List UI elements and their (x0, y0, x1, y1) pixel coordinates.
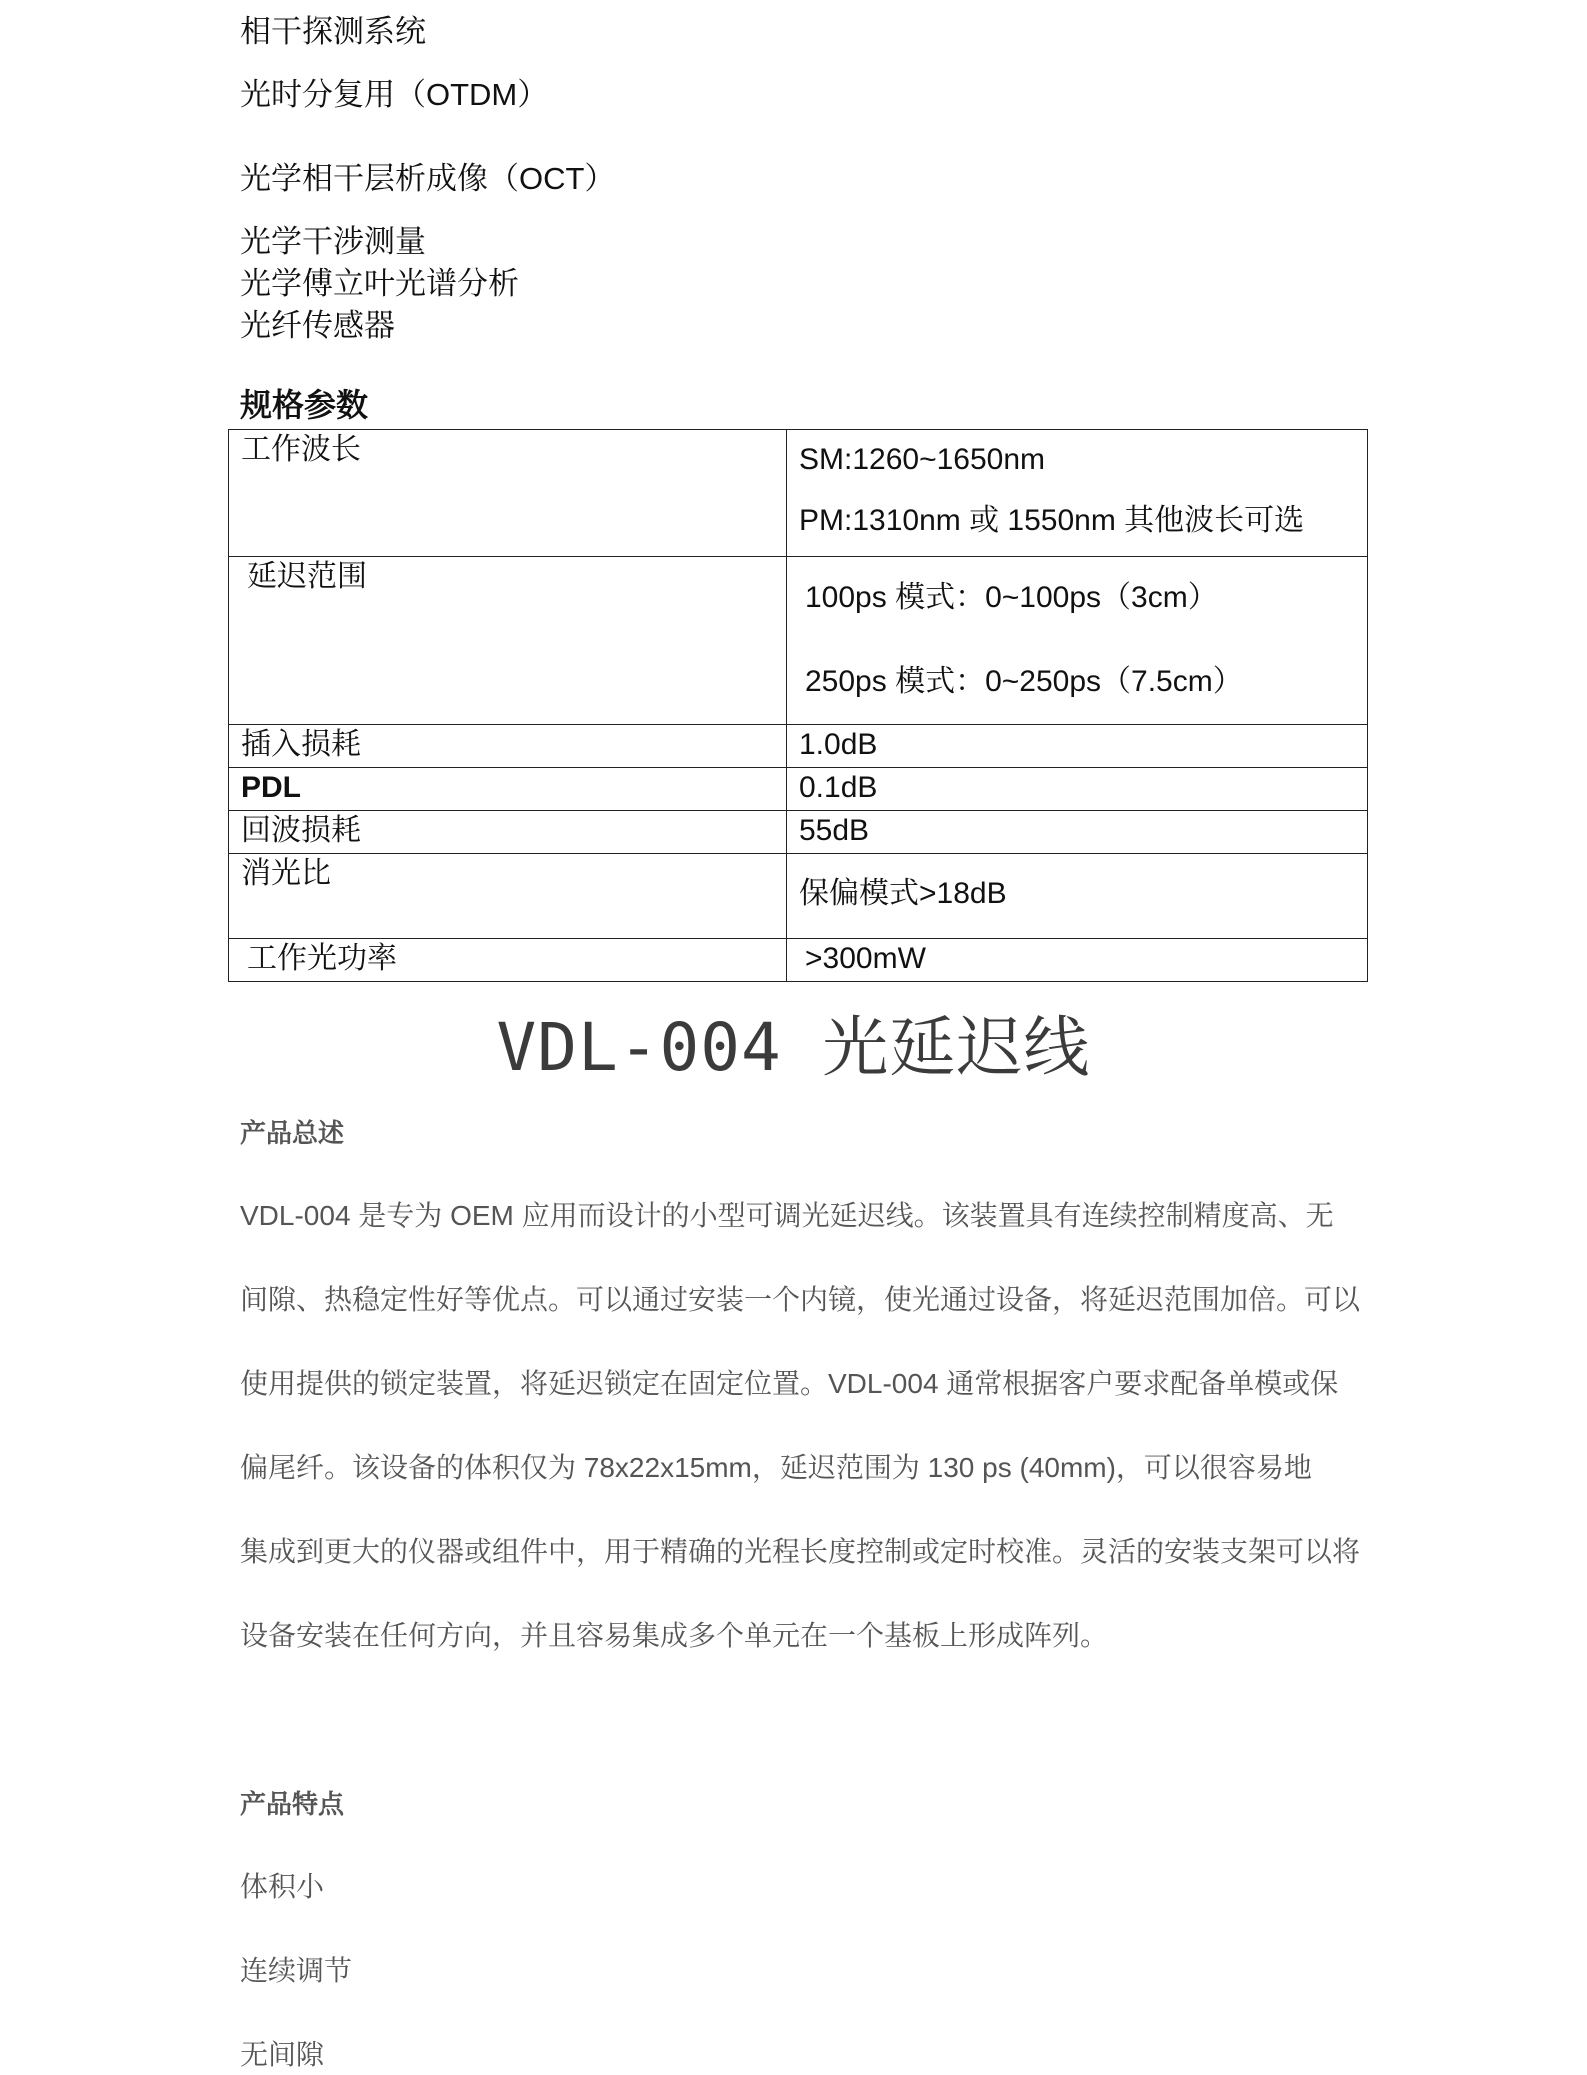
spec-label-text: 插入损耗 (241, 728, 361, 761)
spec-value-line: 保偏模式>18dB (799, 877, 1007, 910)
feature-item: 连续调节 (240, 1955, 353, 1986)
application-item: 光时分复用（OTDM） (240, 77, 549, 112)
spec-value (787, 854, 1368, 939)
spec-value (787, 939, 1368, 982)
spec-label-text: PDL (241, 771, 301, 804)
spec-row-extinction-ratio (229, 854, 1368, 939)
spec-row-return-loss (229, 811, 1368, 854)
overview-line: VDL-004 是专为 OEM 应用而设计的小型可调光延迟线。该装置具有连续控制精度高、无 (240, 1200, 1334, 1231)
spec-value-line: 0.1dB (799, 771, 878, 804)
spec-label (229, 768, 787, 811)
spec-row-insertion-loss (229, 725, 1368, 768)
spec-value-line: SM:1260~1650nm (799, 443, 1046, 476)
spec-label (229, 811, 787, 854)
spec-row-wavelength (229, 430, 1368, 557)
spec-label-text: 消光比 (241, 857, 331, 890)
application-item: 光学傅立叶光谱分析 (240, 266, 519, 301)
overview-line: 偏尾纤。该设备的体积仅为 78x22x15mm，延迟范围为 130 ps (40mm)，可以很容易地 (240, 1452, 1312, 1483)
application-item: 光学干涉测量 (240, 224, 426, 259)
spec-label (229, 939, 787, 982)
spec-label-text: 回波损耗 (241, 814, 361, 847)
feature-item: 体积小 (240, 1871, 325, 1902)
spec-value (787, 557, 1368, 725)
spec-value (787, 725, 1368, 768)
spec-value-line: >300mW (805, 942, 926, 975)
overview-line: 间隙、热稳定性好等优点。可以通过安装一个内镜，使光通过设备，将延迟范围加倍。可以 (240, 1284, 1361, 1315)
features-heading: 产品特点 (240, 1789, 345, 1819)
spec-row-optical-power (229, 939, 1368, 982)
overview-line: 使用提供的锁定装置，将延迟锁定在固定位置。VDL-004 通常根据客户要求配备单模或保 (240, 1368, 1339, 1399)
overview-line: 设备安装在任何方向，并且容易集成多个单元在一个基板上形成阵列。 (240, 1620, 1109, 1651)
spec-value-line: 250ps 模式：0~250ps（7.5cm） (805, 665, 1243, 698)
spec-title: 规格参数 (240, 387, 369, 423)
spec-label (229, 557, 787, 725)
spec-value-line: 55dB (799, 814, 870, 847)
feature-item: 无间隙 (240, 2039, 325, 2070)
spec-label (229, 854, 787, 939)
application-item: 光学相干层析成像（OCT） (240, 161, 616, 196)
spec-label-text: 延迟范围 (247, 560, 367, 593)
spec-table (228, 429, 1368, 982)
product-title: VDL-004 光延迟线 (496, 1009, 1091, 1086)
overview-heading: 产品总述 (240, 1118, 345, 1148)
spec-row-delay-range (229, 557, 1368, 725)
spec-label (229, 725, 787, 768)
spec-value-line: 100ps 模式：0~100ps（3cm） (805, 581, 1218, 614)
spec-row-pdl (229, 768, 1368, 811)
spec-value-line: PM:1310nm 或 1550nm 其他波长可选 (799, 504, 1305, 537)
spec-label-text: 工作波长 (241, 433, 361, 466)
application-item: 相干探测系统 (240, 14, 426, 49)
spec-label-text: 工作光功率 (247, 942, 397, 975)
spec-value (787, 768, 1368, 811)
spec-value (787, 430, 1368, 557)
spec-value (787, 811, 1368, 854)
application-item: 光纤传感器 (240, 308, 395, 343)
spec-label (229, 430, 787, 557)
overview-line: 集成到更大的仪器或组件中，用于精确的光程长度控制或定时校准。灵活的安装支架可以将 (240, 1536, 1361, 1567)
spec-value-line: 1.0dB (799, 728, 878, 761)
